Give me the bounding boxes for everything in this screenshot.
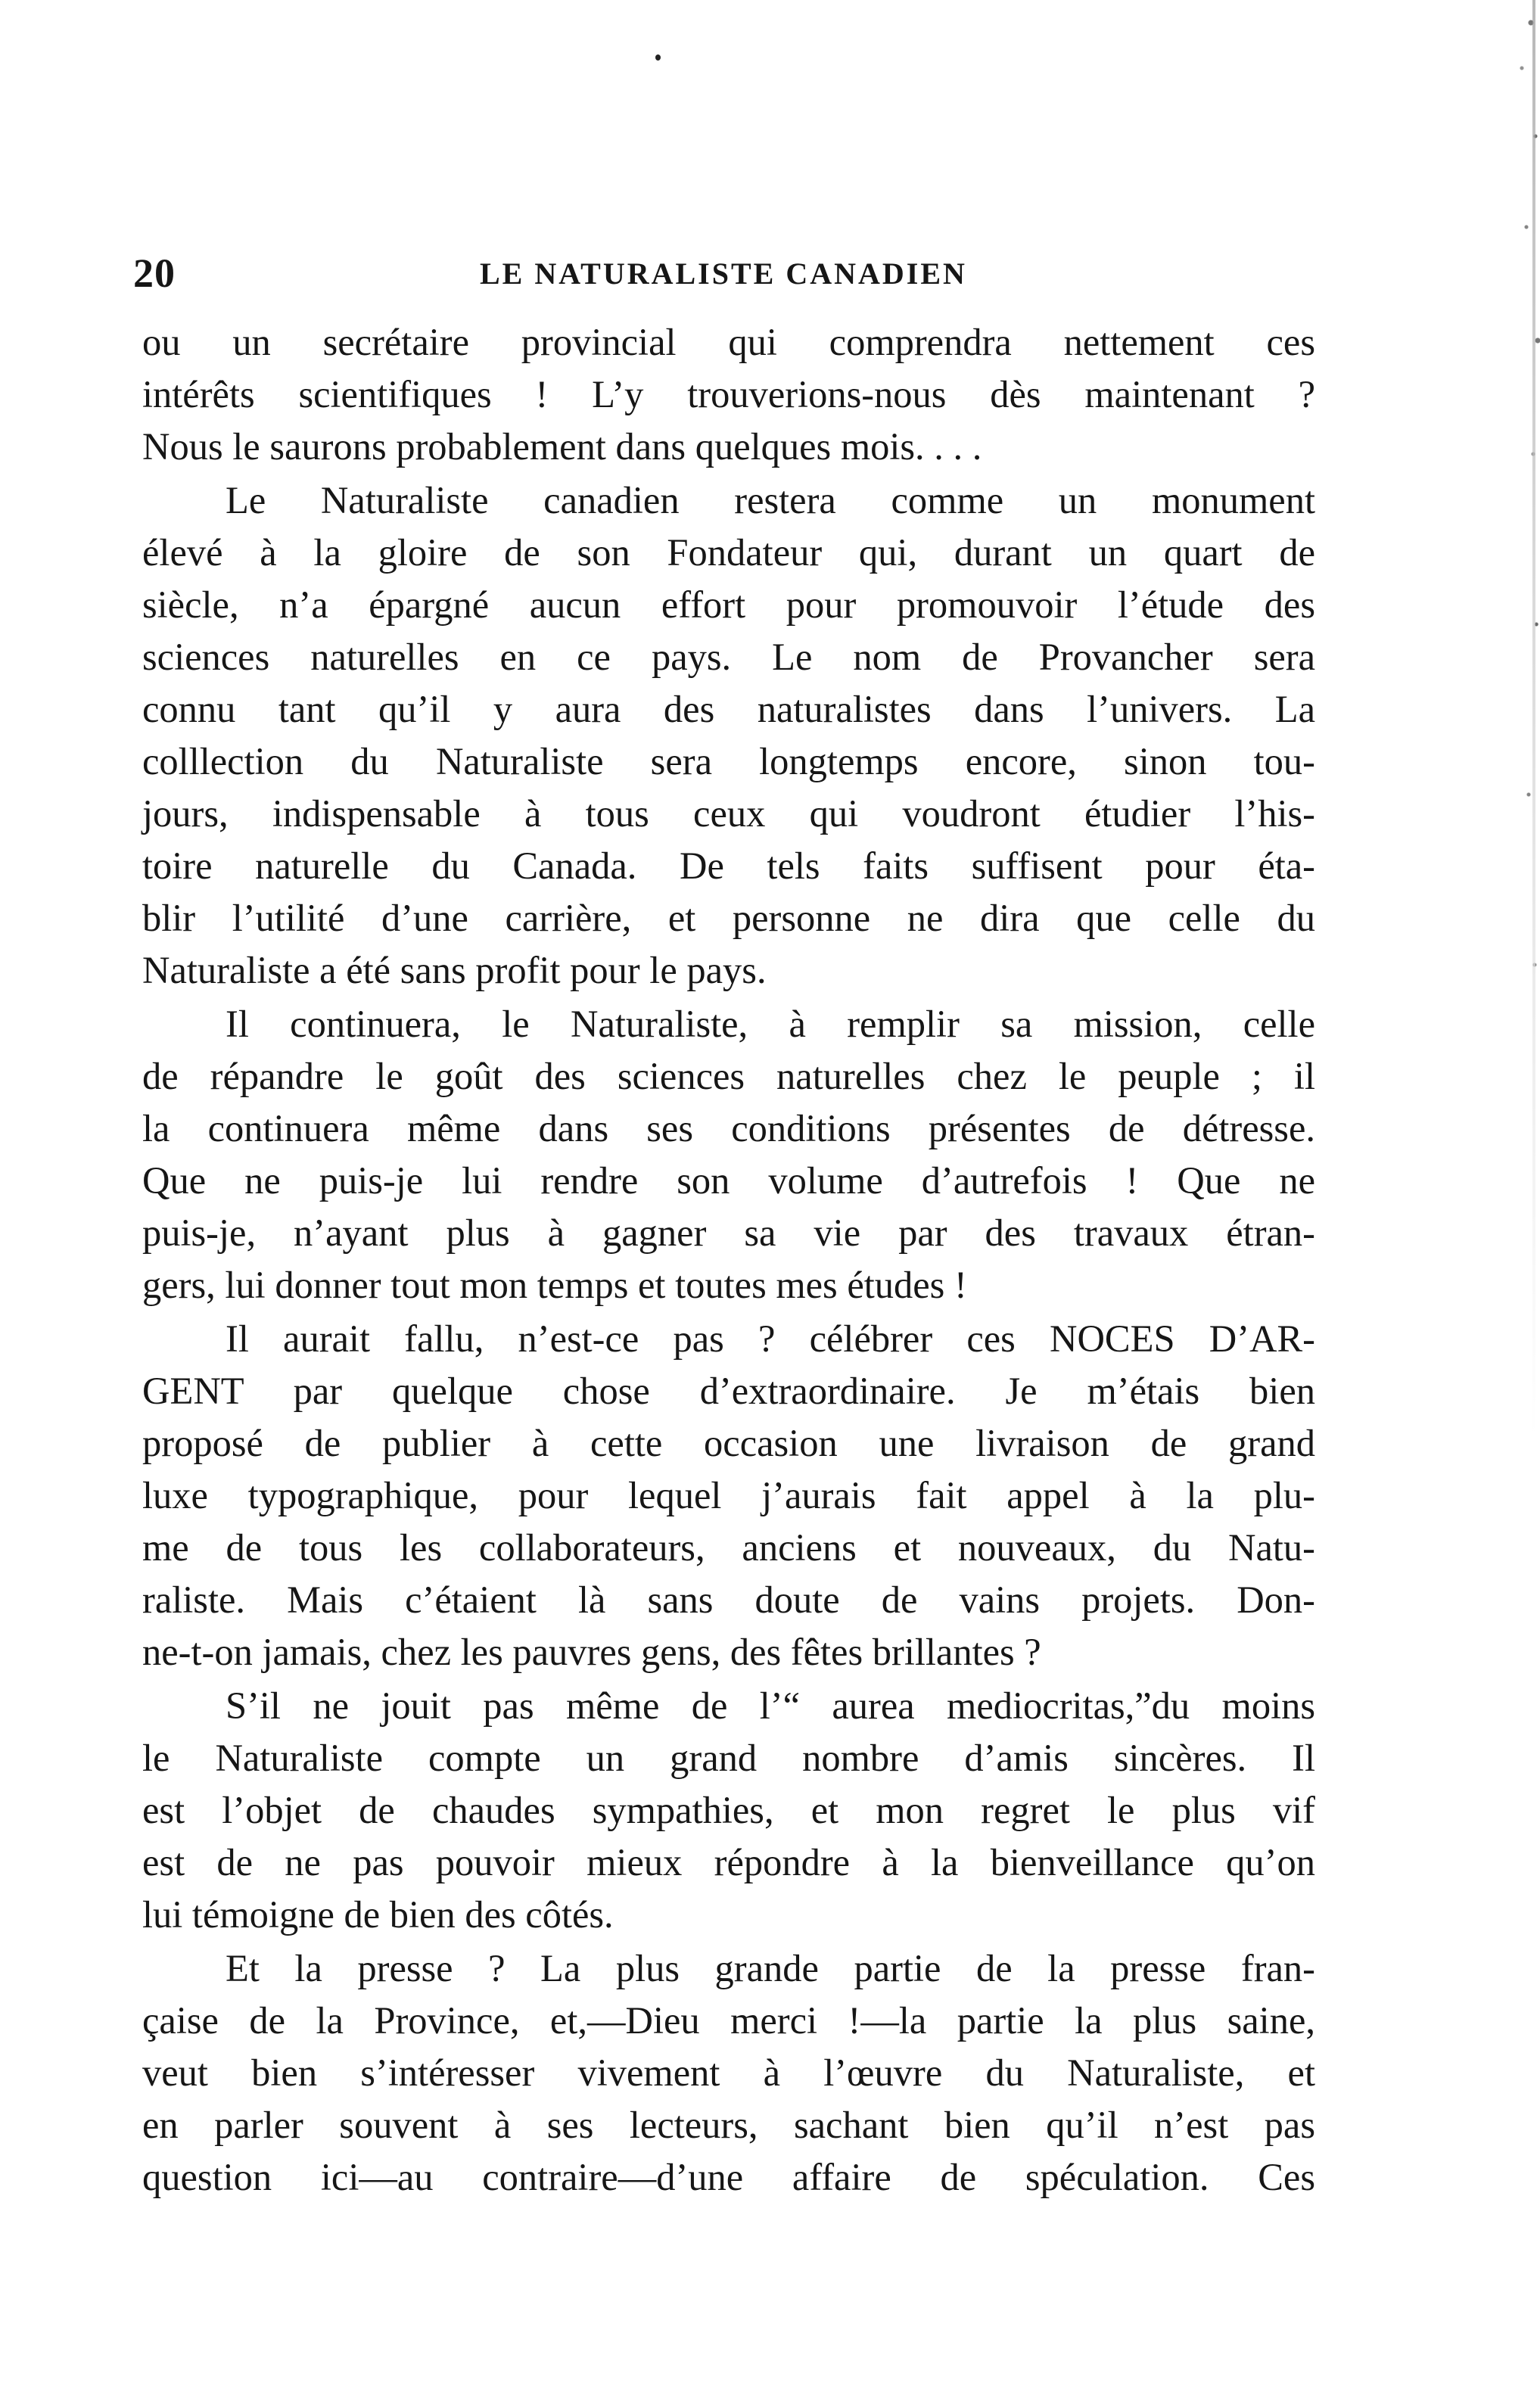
text-line: le Naturaliste compte un grand nombre d’amis sincères. Il (142, 1737, 1315, 1779)
text-line: intérêts scientifiques ! L’y trouverions-nous dès maintenant ? (142, 373, 1315, 415)
text-line: gers, lui donner tout mon temps et toutes mes études ! (142, 1264, 967, 1306)
paragraph-3 (142, 998, 1315, 1311)
text-line: veut bien s’intéresser vivement à l’œuvre du Naturaliste, et (142, 2051, 1315, 2094)
text-line: Il aurait fallu, n’est-ce pas ? célébrer ces NOCES D’AR- (226, 1317, 1315, 1360)
text-line: Naturaliste a été sans profit pour le pays. (142, 949, 767, 991)
paragraph-1 (142, 316, 1315, 473)
text-line: me de tous les collaborateurs, anciens et nouveaux, du Natu- (142, 1526, 1315, 1569)
text-line: est de ne pas pouvoir mieux répondre à la bienveillance qu’on (142, 1841, 1315, 1883)
ink-speck (655, 54, 661, 61)
paragraph-6 (142, 1942, 1315, 2204)
text-line: la continuera même dans ses conditions présentes de détresse. (142, 1107, 1315, 1149)
text-line: Que ne puis-je lui rendre son volume d’autrefois ! Que ne (142, 1159, 1315, 1202)
text-line: ou un secrétaire provincial qui comprendra nettement ces (142, 321, 1315, 363)
paragraph-4 (142, 1313, 1315, 1678)
text-line: question ici—au contraire—d’une affaire de spéculation. Ces (142, 2156, 1315, 2198)
text-line: de répandre le goût des sciences naturelles chez le peuple ; il (142, 1055, 1315, 1097)
text-line: sciences naturelles en ce pays. Le nom de Provancher sera (142, 636, 1315, 678)
text-line: GENT par quelque chose d’extraordinaire. Je m’étais bien (142, 1370, 1315, 1412)
text-line: élevé à la gloire de son Fondateur qui, durant un quart de (142, 531, 1315, 574)
running-title: LE NATURALISTE CANADIEN (480, 257, 967, 291)
paragraph-2 (142, 474, 1315, 997)
scan-edge-line (1532, 0, 1535, 1438)
page-header (133, 241, 1306, 301)
text-line: çaise de la Province, et,—Dieu merci !—la partie la plus saine, (142, 1999, 1315, 2042)
text-line: Il continuera, le Naturaliste, à remplir sa mission, celle (226, 1003, 1315, 1045)
text-line: blir l’utilité d’une carrière, et personne ne dira que celle du (142, 897, 1315, 939)
text-line: colllection du Naturaliste sera longtemps encore, sinon tou- (142, 740, 1315, 782)
text-line: est l’objet de chaudes sympathies, et mon regret le plus vif (142, 1789, 1315, 1831)
text-line: puis-je, n’ayant plus à gagner sa vie par des travaux étran- (142, 1211, 1315, 1254)
text-line: proposé de publier à cette occasion une livraison de grand (142, 1422, 1315, 1464)
text-line: S’il ne jouit pas même de l’“ aurea mediocritas,”du moins (226, 1684, 1315, 1727)
text-line: siècle, n’a épargné aucun effort pour promouvoir l’étude des (142, 583, 1315, 626)
paragraph-5 (142, 1680, 1315, 1941)
text-line: Nous le saurons probablement dans quelques mois. . . . (142, 425, 982, 468)
text-line: luxe typographique, pour lequel j’aurais fait appel à la plu- (142, 1474, 1315, 1516)
body-text (142, 316, 1315, 2205)
text-line: ne-t-on jamais, chez les pauvres gens, des fêtes brillantes ? (142, 1631, 1041, 1673)
text-line: toire naturelle du Canada. De tels faits suffisent pour éta- (142, 844, 1315, 887)
page-number: 20 (133, 250, 176, 296)
text-line: en parler souvent à ses lecteurs, sachant bien qu’il n’est pas (142, 2104, 1315, 2146)
text-line: jours, indispensable à tous ceux qui voudront étudier l’his- (142, 792, 1315, 835)
text-line: raliste. Mais c’étaient là sans doute de vains projets. Don- (142, 1579, 1315, 1621)
text-line: lui témoigne de bien des côtés. (142, 1893, 614, 1936)
text-line: Le Naturaliste canadien restera comme un monument (226, 479, 1315, 521)
text-line: Et la presse ? La plus grande partie de la presse fran- (226, 1947, 1315, 1989)
text-line: connu tant qu’il y aura des naturalistes dans l’univers. La (142, 688, 1315, 730)
